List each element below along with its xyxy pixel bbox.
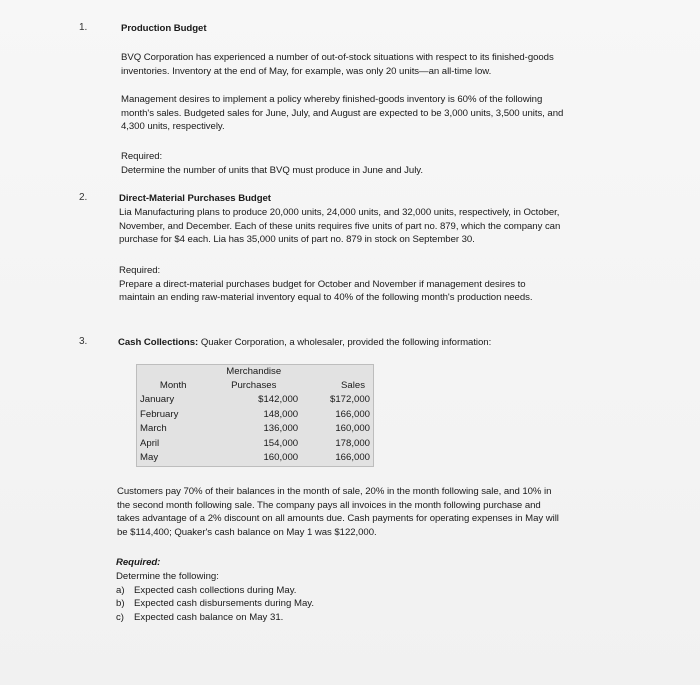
table-cell-purchases: 160,000 — [263, 452, 299, 463]
text-line: takes advantage of a 2% discount on all amounts due. Cash payments for operating expenses in May will — [117, 513, 559, 524]
section-2-paragraph — [119, 206, 560, 247]
text-line: be $114,400; Quaker's cash balance on May 1 was $122,000. — [117, 526, 377, 538]
text-line: the second month following sale. The company pays all invoices in the month following purchase and — [117, 499, 541, 511]
list-item-text: Expected cash balance on May 31. — [134, 611, 284, 623]
list-marker: a) — [116, 584, 125, 596]
table-header-empty — [137, 365, 207, 380]
section-1-required — [121, 150, 423, 177]
table-cell-month: March — [140, 423, 167, 434]
table-cell-sales: 160,000 — [335, 423, 370, 434]
required-text: Determine the number of units that BVQ must produce in June and July. — [121, 164, 423, 176]
table-header-row — [137, 379, 374, 393]
required-label: Required: — [119, 265, 161, 276]
section-3-intro: Quaker Corporation, a wholesaler, provided the following information: — [200, 337, 492, 348]
section-3-required-list — [116, 570, 314, 624]
table-row — [137, 437, 374, 452]
list-marker: b) — [116, 598, 125, 609]
text-line: Lia Manufacturing plans to produce 20,000 units, 24,000 units, and 32,000 units, respectively, in October, — [119, 207, 560, 218]
table-header-row-top — [137, 365, 374, 380]
text-line: Customers pay 70% of their balances in the month of sale, 20% in the month following sale, and 10% in — [117, 486, 552, 497]
section-3-required-label: Required: — [116, 557, 161, 568]
text-line: Management desires to implement a policy whereby finished-goods inventory is 60% of the following — [121, 94, 543, 105]
table-cell-month: February — [140, 408, 179, 420]
table-cell-sales: $172,000 — [329, 394, 370, 405]
table-row — [137, 408, 374, 423]
text-line: inventories. Inventory at the end of May, for example, was only 20 units—an all-time low. — [121, 65, 492, 77]
table-cell-purchases: 136,000 — [263, 423, 299, 434]
table-header-purchases: Purchases — [231, 380, 277, 391]
section-3-heading — [118, 336, 491, 350]
required-label: Required: — [121, 151, 163, 162]
table-header-month: Month — [159, 380, 187, 391]
list-item — [116, 597, 314, 611]
table-cell-purchases: 148,000 — [263, 408, 299, 420]
table-cell-sales: 178,000 — [335, 437, 370, 449]
text-line: purchase for $4 each. Lia has 35,000 units of part no. 879 in stock on September 30. — [119, 234, 475, 245]
table-cell-month: January — [140, 394, 175, 405]
table-header-purchases-top: Merchandise — [226, 366, 282, 377]
section-2-title: Direct-Material Purchases Budget — [119, 193, 271, 204]
list-item-text: Expected cash collections during May. — [134, 584, 297, 596]
table-cell-sales: 166,000 — [335, 452, 370, 463]
section-1-paragraph-1 — [121, 51, 554, 78]
list-item — [116, 584, 314, 598]
list-item-text: Expected cash disbursements during May. — [134, 598, 315, 609]
table-cell-month: April — [140, 437, 160, 449]
section-1-title: Production Budget — [121, 23, 207, 34]
text-line: November, and December. Each of these units requires five units of part no. 879, which the company can — [119, 220, 561, 232]
section-3-number: 3. — [79, 336, 88, 347]
table-cell-sales: 166,000 — [335, 408, 370, 420]
table-cell-purchases: $142,000 — [258, 394, 299, 405]
section-1-number: 1. — [79, 22, 88, 33]
list-marker: c) — [116, 611, 124, 623]
section-2-required — [119, 264, 533, 305]
table-row — [137, 451, 374, 466]
text-line: 4,300 units, respectively. — [121, 121, 225, 132]
table-row — [137, 393, 374, 408]
text-line: month's sales. Budgeted sales for June, July, and August are expected to be 3,000 units, 3,500 units, and — [121, 107, 564, 119]
section-3-paragraph — [117, 485, 559, 539]
determine-text: Determine the following: — [116, 571, 219, 582]
section-3-title: Cash Collections: — [118, 337, 199, 348]
section-2-number: 2. — [79, 192, 88, 203]
required-text: Prepare a direct-material purchases budget for October and November if management desires to — [119, 278, 526, 290]
required-text: maintain an ending raw-material inventory equal to 40% of the following month's production needs. — [119, 292, 533, 303]
section-1-paragraph-2 — [121, 93, 563, 134]
text-line: BVQ Corporation has experienced a number of out-of-stock situations with respect to its finished-goods — [121, 52, 554, 63]
table-cell-month: May — [140, 452, 159, 463]
table-header-sales: Sales — [341, 380, 365, 391]
table-row — [137, 422, 374, 437]
table-cell-purchases: 154,000 — [263, 437, 299, 449]
table-header-empty — [301, 365, 373, 380]
merchandise-sales-table — [136, 364, 374, 467]
list-item — [116, 611, 314, 625]
